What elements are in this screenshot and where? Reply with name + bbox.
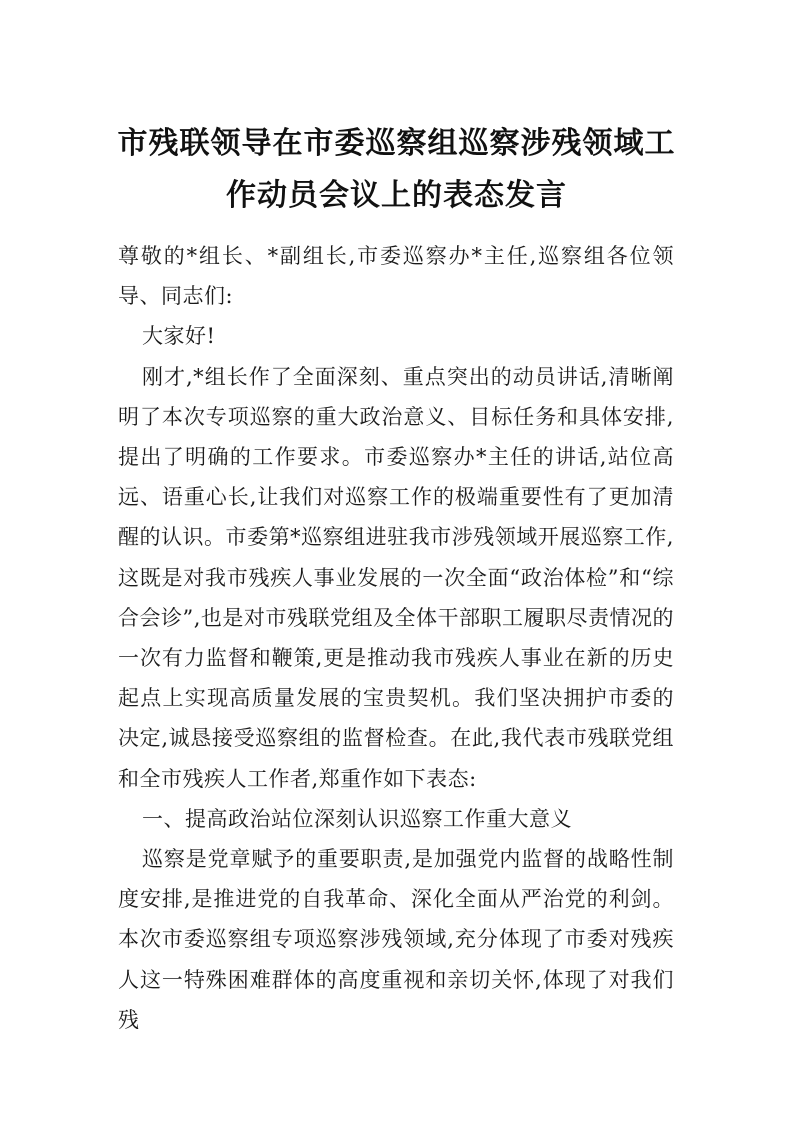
document-title-line-1: 市残联领导在市委巡察组巡察涉残领域工 [117,126,676,161]
document-title-line-2: 作动员会议上的表态发言 [226,178,567,213]
greeting-paragraph: 大家好! [142,324,216,349]
document-body [118,236,674,1040]
salutation-paragraph: 尊敬的*组长、*副组长,市委巡察办*主任,巡察组各位领导、同志们: [118,244,674,309]
section-heading-1: 一、提高政治站位深刻认识巡察工作重大意义 [142,806,572,831]
body-paragraph-2: 巡察是党章赋予的重要职责,是加强党内监督的战略性制度安排,是推进党的自我革命、深化全面从严治党的利剑。本次市委巡察组专项巡察涉残领域,充分体现了市委对残疾人这一特殊困难群体的高度重视和亲切关怀,体现了对我们残 [118,847,674,1032]
body-paragraph-1: 刚才,*组长作了全面深刻、重点突出的动员讲话,清晰阐明了本次专项巡察的重大政治意义、目标任务和具体安排,提出了明确的工作要求。市委巡察办*主任的讲话,站位高远、语重心长,让我们对巡察工作的极端重要性有了更加清醒的认识。市委第*巡察组进驻我市涉残领域开展巡察工作,这既是对我市残疾人事业发展的一次全面“政治体检”和“综合会诊”,也是对市残联党组及全体干部职工履职尽责情况的一次有力监督和鞭策,更是推动我市残疾人事业在新的历史起点上实现高质量发展的宝贵契机。我们坚决拥护市委的决定,诚恳接受巡察组的监督检查。在此,我代表市残联党组和全市残疾人工作者,郑重作如下表态: [118,364,674,791]
